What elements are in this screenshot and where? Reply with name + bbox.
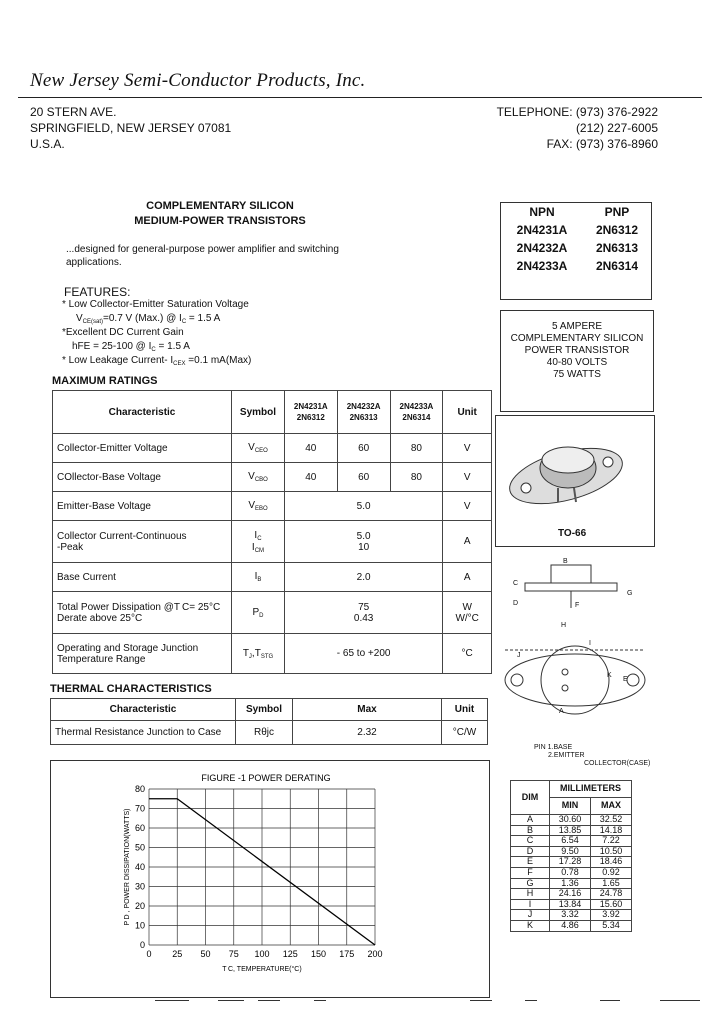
x-tick-label: 0 — [146, 949, 152, 959]
feature-item: hFE = 25-100 @ $I_C = 1.5$ A — [72, 341, 190, 353]
dimension-max: 15.60 — [591, 899, 632, 910]
col-header: Unit — [443, 391, 492, 434]
value: 60 — [337, 434, 390, 463]
dimension-max: 3.92 — [591, 910, 632, 921]
max-ratings-heading: MAXIMUM RATINGS — [52, 375, 158, 387]
unit: A — [443, 521, 492, 563]
dimension-dim: J — [511, 910, 550, 921]
dimension-dim: F — [511, 867, 550, 878]
dimension-min: 3.32 — [550, 910, 591, 921]
to66-package-drawing — [496, 416, 654, 546]
symbol: $I_B$ — [232, 563, 285, 592]
characteristic: Base Current — [53, 563, 232, 592]
col-header: Characteristic — [51, 699, 236, 721]
max-ratings-table — [52, 390, 492, 674]
y-tick-label: 30 — [134, 881, 145, 892]
unit: V — [443, 492, 492, 521]
dim-label: H — [561, 622, 567, 629]
unit: °C/W — [442, 721, 488, 745]
dim-label: J — [517, 652, 521, 659]
x-tick-label: 175 — [339, 949, 355, 959]
dim-label: D — [513, 600, 519, 607]
dimension-dim: D — [511, 846, 550, 857]
y-tick-label: 50 — [134, 842, 145, 853]
telephone-line: (212) 227-6005 — [575, 121, 658, 135]
x-tick-label: 75 — [228, 949, 239, 959]
feature-item: $V_{CE(sat)}=0.7$ V (Max.) @ $I_C = 1.5$ A — [76, 313, 221, 325]
dim-label: B — [563, 558, 568, 565]
rating-summary-box — [500, 310, 654, 412]
thermal-table — [50, 698, 488, 745]
col-header: Symbol — [236, 699, 293, 721]
pin-note: PIN 1.BASE — [534, 744, 573, 751]
npn-header: NPN — [529, 205, 555, 219]
dimension-max: 5.34 — [591, 920, 632, 931]
unit: V — [443, 463, 492, 492]
y-tick-label: 10 — [134, 920, 145, 931]
dimension-min: 24.16 — [550, 889, 591, 900]
dimension-dim: G — [511, 878, 550, 889]
y-tick-label: 60 — [134, 823, 145, 833]
pin-notes — [534, 744, 650, 768]
y-tick-label: 40 — [134, 862, 145, 872]
dimension-row — [511, 899, 632, 910]
symbol: $T_J,T_{STG}$ — [232, 634, 285, 674]
dimension-row — [511, 920, 632, 931]
dimension-min: 9.50 — [550, 846, 591, 857]
col-header: MAX — [591, 798, 632, 815]
dimension-dim: B — [511, 825, 550, 836]
dimension-min: 17.28 — [550, 857, 591, 868]
dimension-row — [511, 889, 632, 900]
rating-line: 75 WATTS — [553, 369, 601, 380]
col-header: MILLIMETERS — [550, 781, 632, 798]
table-row — [53, 521, 492, 563]
dimension-dim: K — [511, 920, 550, 931]
rating-line: 40-80 VOLTS — [546, 357, 608, 368]
chart-title: FIGURE -1 POWER DERATING — [201, 773, 331, 783]
col-header: Unit — [442, 699, 488, 721]
feature-item: * Low Collector-Emitter Saturation Voltage — [62, 299, 249, 310]
dimension-max: 32.52 — [591, 815, 632, 826]
dim-label: A — [559, 708, 564, 715]
rating-line: 5 AMPERE — [551, 321, 603, 332]
unit: A — [443, 563, 492, 592]
dimension-dim: H — [511, 889, 550, 900]
dimension-dim: E — [511, 857, 550, 868]
characteristic: Operating and Storage Junction Temperature Range — [53, 634, 232, 674]
value: 2.0 — [284, 563, 442, 592]
footer-rule — [155, 1000, 189, 1001]
dimension-row — [511, 815, 632, 826]
value: - 65 to +200 — [284, 634, 442, 674]
table-row — [53, 592, 492, 634]
mechanical-drawing — [495, 550, 653, 735]
dimension-min: 30.60 — [550, 815, 591, 826]
unit: °C — [443, 634, 492, 674]
table-row — [53, 492, 492, 521]
table-row — [53, 463, 492, 492]
col-header: Symbol — [232, 391, 285, 434]
symbol: $V_{CBO}$ — [232, 463, 285, 492]
dimension-max: 24.78 — [591, 889, 632, 900]
characteristic: Total Power Dissipation @T C= 25°C Derate above 25°C — [53, 592, 232, 634]
address-line: 20 STERN AVE. — [30, 105, 117, 119]
table-row — [53, 563, 492, 592]
dimension-row — [511, 846, 632, 857]
y-axis-label: P D , POWER DISSIPATION(WATTS) — [124, 808, 131, 926]
pnp-header: PNP — [604, 205, 630, 219]
dimension-min: 4.86 — [550, 920, 591, 931]
symbol: $V_{EBO}$ — [232, 492, 285, 521]
dimension-min: 13.84 — [550, 899, 591, 910]
footer-rule — [660, 1000, 700, 1001]
unit: V — [443, 434, 492, 463]
value: 60 — [337, 463, 390, 492]
x-tick-label: 200 — [367, 949, 383, 959]
dimension-row — [511, 857, 632, 868]
x-tick-label: 125 — [282, 949, 298, 959]
dimension-min: 13.85 — [550, 825, 591, 836]
col-header: Max — [293, 699, 442, 721]
footer-rule — [470, 1000, 492, 1001]
characteristic: Emitter-Base Voltage — [53, 492, 232, 521]
feature-item: * Low Leakage Current- $I_{CEX} =0.1$ mA(Max) — [62, 355, 252, 367]
thermal-heading: THERMAL CHARACTERISTICS — [50, 683, 212, 695]
title-line: COMPLEMENTARY SILICON — [146, 200, 294, 212]
col-header: 2N4233A 2N6314 — [390, 391, 443, 434]
dim-label: C — [513, 580, 519, 587]
y-tick-label: 80 — [134, 784, 145, 794]
document-title — [110, 199, 330, 229]
fax-line: FAX: (973) 376-8960 — [546, 137, 658, 151]
dimension-dim: C — [511, 836, 550, 847]
title-line: MEDIUM-POWER TRANSISTORS — [134, 215, 306, 227]
value: 5.0 — [284, 492, 442, 521]
col-header: 2N4231A 2N6312 — [284, 391, 337, 434]
dimension-row — [511, 836, 632, 847]
characteristic: COllector-Base Voltage — [53, 463, 232, 492]
description: ...designed for general-purpose power amplifier and switching applications. — [66, 244, 339, 268]
table-row — [53, 634, 492, 674]
dim-label: F — [575, 602, 580, 609]
dim-label: E — [623, 676, 628, 683]
dim-label: G — [627, 590, 633, 597]
symbol: $I_C$ $I_{CM}$ — [232, 521, 285, 563]
power-derating-chart — [51, 761, 489, 997]
footer-rule — [525, 1000, 537, 1001]
value: 80 — [390, 434, 443, 463]
company-name: New Jersey Semi-Conductor Products, Inc. — [30, 70, 366, 91]
dimension-min: 6.54 — [550, 836, 591, 847]
symbol: $V_{CEO}$ — [232, 434, 285, 463]
dimension-row — [511, 867, 632, 878]
unit: W W/°C — [443, 592, 492, 634]
footer-rule — [218, 1000, 244, 1001]
dimension-max: 0.92 — [591, 867, 632, 878]
address-line: U.S.A. — [30, 137, 65, 151]
dimension-max: 7.22 — [591, 836, 632, 847]
package-illustration — [495, 415, 655, 547]
dim-label: I — [589, 640, 591, 647]
col-header: Characteristic — [53, 391, 232, 434]
table-row — [53, 434, 492, 463]
characteristic: Collector-Emitter Voltage — [53, 434, 232, 463]
part-number: 2N4231A — [516, 223, 568, 237]
dimension-dim: A — [511, 815, 550, 826]
col-header: DIM — [511, 781, 550, 815]
value: 75 0.43 — [284, 592, 442, 634]
footer-rule — [314, 1000, 326, 1001]
part-number-box — [500, 202, 652, 300]
x-tick-label: 25 — [172, 949, 183, 959]
dimension-row — [511, 878, 632, 889]
feature-item: *Excellent DC Current Gain — [62, 327, 184, 338]
symbol: Rθjc — [236, 721, 293, 745]
package-label: TO-66 — [558, 528, 587, 539]
dimension-max: 18.46 — [591, 857, 632, 868]
value: 40 — [284, 434, 337, 463]
dimension-dim: I — [511, 899, 550, 910]
y-tick-label: 0 — [139, 940, 145, 950]
part-number: 2N6312 — [595, 223, 639, 237]
features-heading: FEATURES: — [64, 285, 131, 299]
address-line: SPRINGFIELD, NEW JERSEY 07081 — [30, 121, 232, 135]
dimension-table — [510, 780, 632, 932]
footer-rule — [258, 1000, 280, 1001]
dim-label: K — [607, 672, 612, 679]
address-block — [30, 104, 231, 152]
x-tick-label: 150 — [310, 949, 327, 959]
y-tick-label: 70 — [134, 803, 145, 814]
rating-line: COMPLEMENTARY SILICON — [510, 333, 644, 344]
power-derating-figure — [50, 760, 490, 998]
dimension-row — [511, 825, 632, 836]
header-rule — [18, 97, 702, 98]
part-number: 2N4233A — [516, 259, 568, 273]
dimension-row — [511, 910, 632, 921]
characteristic: Collector Current-Continuous -Peak — [53, 521, 232, 563]
rating-line: POWER TRANSISTOR — [524, 345, 630, 356]
part-number: 2N4232A — [516, 241, 568, 255]
col-header: MIN — [550, 798, 591, 815]
dimension-min: 1.36 — [550, 878, 591, 889]
dimension-max: 1.65 — [591, 878, 632, 889]
pin-note: COLLECTOR(CASE) — [584, 760, 651, 767]
value: 5.0 10 — [284, 521, 442, 563]
value: 2.32 — [293, 721, 442, 745]
part-number: 2N6313 — [595, 241, 639, 255]
characteristic: Thermal Resistance Junction to Case — [51, 721, 236, 745]
dimension-max: 14.18 — [591, 825, 632, 836]
dimension-max: 10.50 — [591, 846, 632, 857]
x-tick-label: 50 — [200, 949, 211, 959]
x-tick-label: 100 — [254, 949, 270, 959]
col-header: 2N4232A 2N6313 — [337, 391, 390, 434]
symbol: $P_D$ — [232, 592, 285, 634]
x-axis-label: T C, TEMPERATURE(°C) — [222, 966, 302, 973]
part-number: 2N6314 — [595, 259, 639, 273]
y-tick-label: 20 — [134, 901, 145, 911]
telephone-line: TELEPHONE: (973) 376-2922 — [496, 105, 658, 119]
pin-note: 2.EMITTER — [548, 752, 585, 759]
dimension-drawings — [495, 550, 653, 735]
value: 80 — [390, 463, 443, 492]
contact-block — [497, 104, 658, 152]
value: 40 — [284, 463, 337, 492]
dimension-min: 0.78 — [550, 867, 591, 878]
table-row — [51, 721, 488, 745]
footer-rule — [600, 1000, 620, 1001]
